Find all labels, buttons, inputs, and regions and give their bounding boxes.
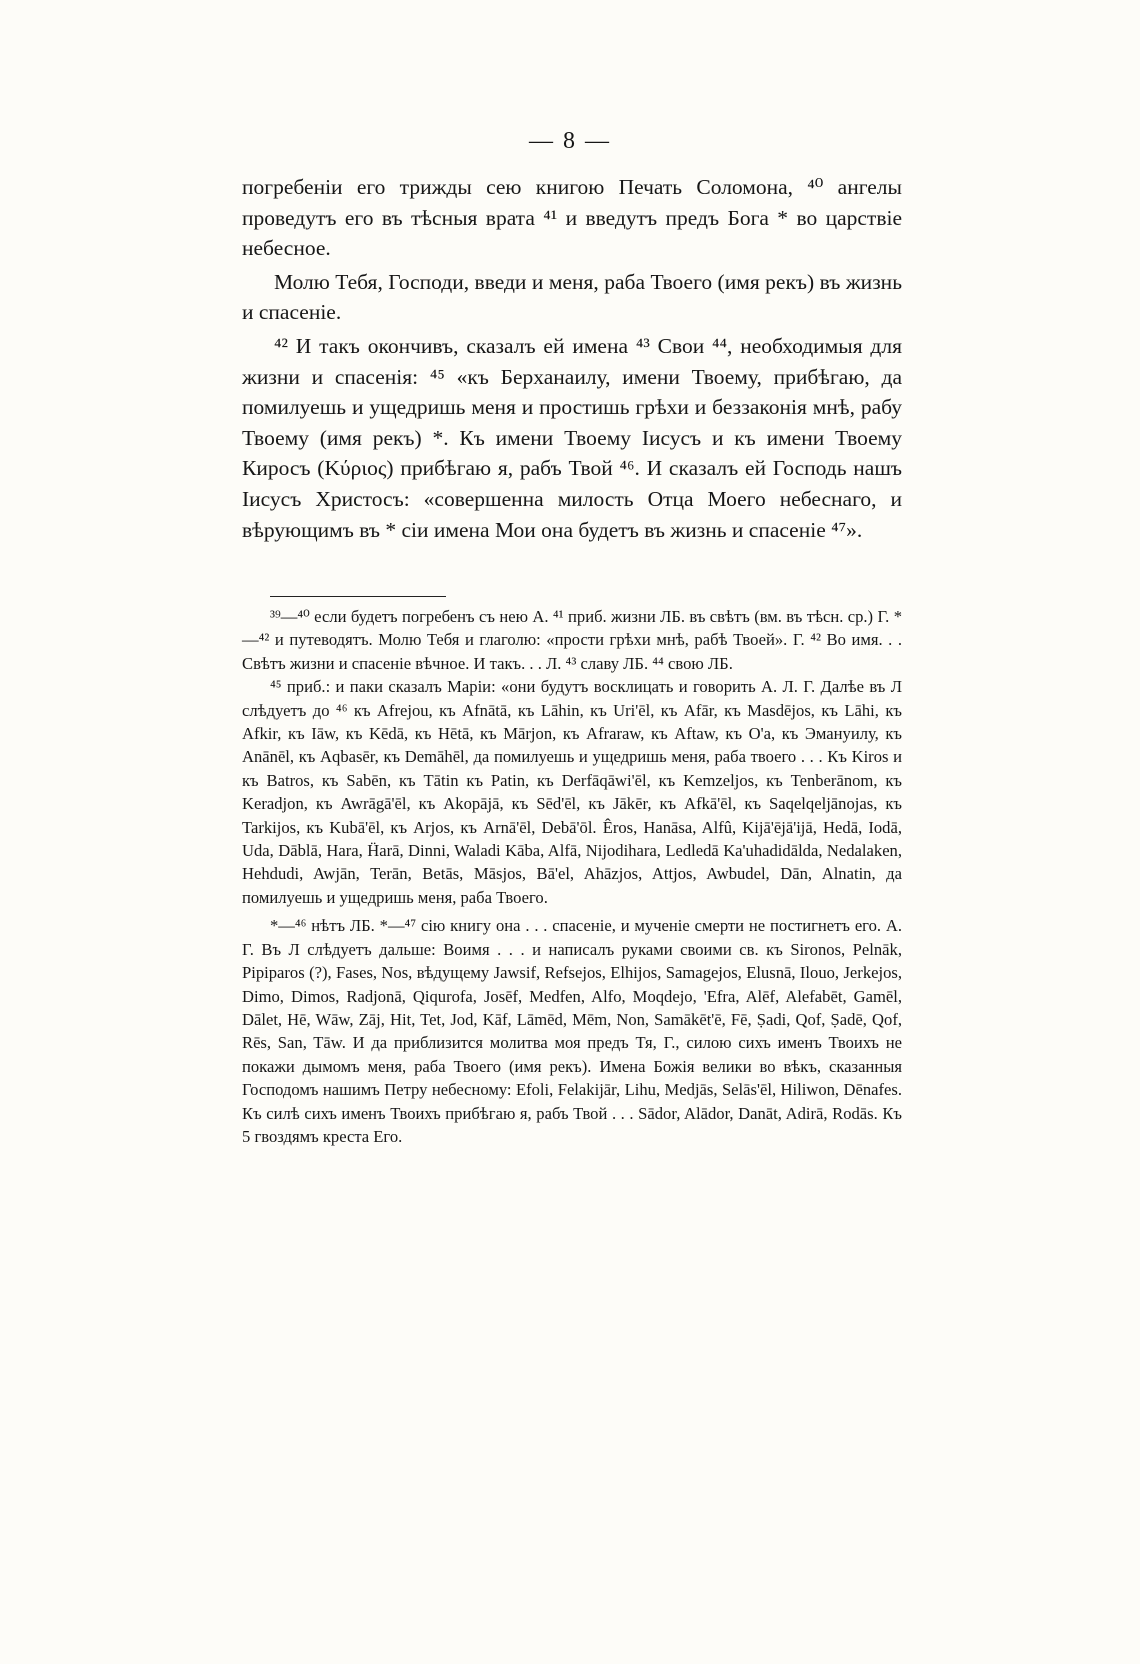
main-paragraph: ⁴² И такъ окончивъ, сказалъ ей имена ⁴³ Свои ⁴⁴, необходимыя для жизни и спасенія: ⁴⁵ «къ Берханаилу, имени Твоему, прибѣгаю, да помилуешь и ущедришь меня и простишь грѣхи и беззаконія мнѣ, рабу Твоему (имя рекъ) *. Къ имени Твоему Іисусъ и къ имени Твоему Киросъ (Κύριος) прибѣгаю я, рабъ Твой ⁴⁶. И сказалъ ей Господь нашъ Іисусъ Христосъ: «совершенна милость Отца Моего небеснаго, и вѣрующимъ въ * сіи имена Мои она будетъ въ жизнь и спасеніе ⁴⁷». <box>242 333 902 542</box>
footnote: *—⁴⁶ нѣтъ ЛБ. *—⁴⁷ сію книгу она . . . спасеніе, и мученіе смерти не постигнетъ его. А. Г. Въ Л слѣдуетъ дальше: Воимя . . . и написалъ руками своими св. къ Sironos, Pelnāk, Pipiparos (?), Fases, Nos, вѣдущему Jawsif, Refsejos, Elhijos, Samagejos, Elusnā, Ilouo, Jerkejos, Dimo, Dimos, Radjonā, Qiqurofa, Josēf, Medfen, Alfo, Moqdejo, 'Efra, Alēf, Alefabēt, Gamēl, Dālet, Hē, Wāw, Zāj, Hit, Tet, Jod, Kāf, Lāmēd, Mēm, Non, Samākēt'ē, Fē, Ṣadi, Qof, Ṣadē, Qof, Rēs, San, Tāw. И да приблизится молитва моя предъ Тя, Г., силою сихъ именъ Твоихъ не покажи дымомъ меня, раба Твоего (имя рекъ). Имена Божія велики во вѣкъ, сказанныя Господомъ нашимъ Петру небесному: Efoli, Felakijār, Lihu, Medjās, Selās'ēl, Hiliwon, Dēnafes. Къ силѣ сихъ именъ Твоихъ прибѣгаю я, рабъ Твой . . . Sādor, Alādor, Danāt, Adirā, Rodās. Къ 5 гвоздямъ креста Его. <box>242 916 902 1146</box>
main-paragraph: погребеніи его трижды сею книгою Печать Соломона, ⁴⁰ ангелы проведутъ его въ тѣсныя врата ⁴¹ и введутъ предъ Бога * во царствіе небесное. <box>242 175 902 261</box>
footnote: ³⁹—⁴⁰ если будетъ погребенъ съ нею А. ⁴¹ приб. жизни ЛБ. въ свѣтъ (вм. въ тѣсн. ср.) Г. *—⁴² и путеводятъ. Молю Тебя и глаголю: «прости грѣхи мнѣ, рабѣ Твоей». Г. ⁴² Во имя. . . Свѣтъ жизни и спасеніе вѣчное. И такъ. . . Л. ⁴³ славу ЛБ. ⁴⁴ свою ЛБ. <box>242 607 902 673</box>
page-number: — 8 — <box>529 128 611 154</box>
main-text <box>242 172 902 545</box>
main-paragraph: Молю Тебя, Господи, введи и меня, раба Твоего (имя рекъ) въ жизнь и спасеніе. <box>242 269 902 325</box>
footnote: ⁴⁵ приб.: и паки сказалъ Маріи: «они будутъ восклицать и говорить А. Л. Г. Далѣе въ Л слѣдуетъ до ⁴⁶ къ Afrejou, къ Afnātā, къ Lāhin, къ Uri'ēl, къ Afār, къ Masdējos, къ Lāhi, къ Afkir, къ Iāw, къ Kēdā, къ Hētā, къ Mārjon, къ Afraraw, къ Aftaw, къ О'а, къ Эмануилу, къ Anānēl, къ Aqbasēr, къ Demāhēl, да помилуешь и ущедришь меня, раба твоего . . . Къ Kiros и къ Batros, къ Sabēn, къ Tātin къ Patin, къ Derfāqāwi'ēl, къ Kemzeljos, къ Tenberānom, къ Keradjon, къ Awrāgā'ēl, къ Akopājā, къ Sēd'ēl, къ Jākēr, къ Afkā'ēl, къ Saqelqeljānojas, къ Tarkijos, къ Kubā'ēl, къ Arjos, къ Arnā'ēl, Debā'ōl. Êros, Hanāsa, Alfû, Kijā'ējā'ijā, Hedā, Iodā, Uda, Dāblā, Hara, Ḧarā, Dinni, Waladi Kāba, Alfā, Nijodihara, Ledledā Ka'uhadidālda, Nedalaken, Hehdudi, Awjān, Terān, Betās, Māsjos, Bā'el, Ahāzjos, Attjos, Awbudel, Dān, Alnatin, да помилуешь и ущедришь меня, раба Твоего. <box>242 677 902 907</box>
footnotes <box>242 605 902 1148</box>
footnote-divider <box>270 596 446 597</box>
